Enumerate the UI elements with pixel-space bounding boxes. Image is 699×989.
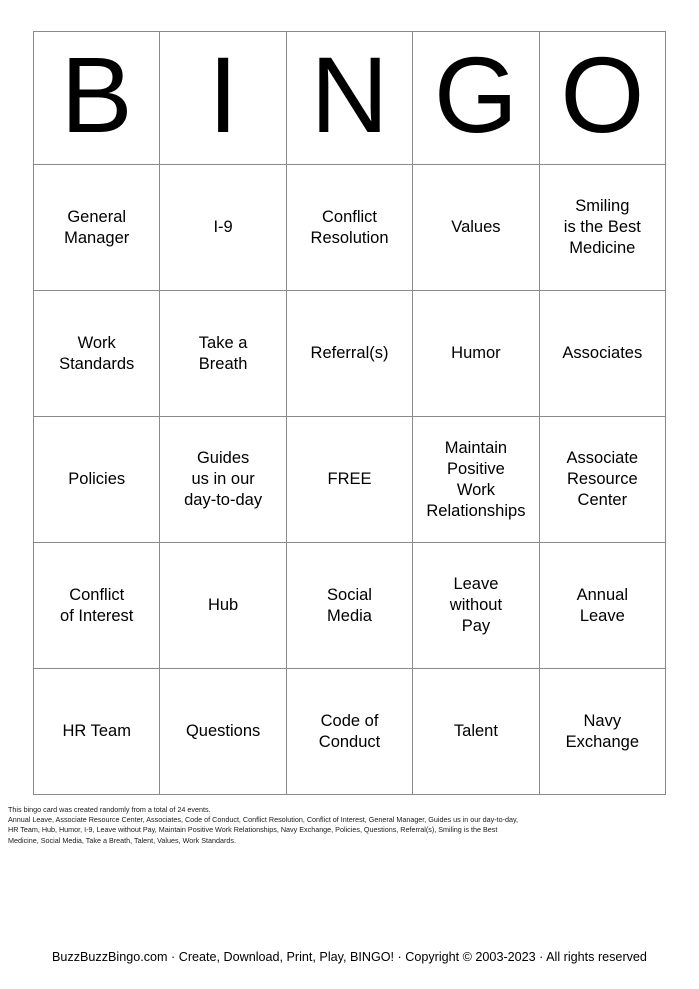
bingo-cell-free-space[interactable] — [287, 417, 413, 543]
bingo-cell-o3[interactable] — [540, 417, 666, 543]
bingo-cell-label: HR Team — [62, 722, 131, 740]
bingo-cell-label: General Manager — [64, 207, 130, 247]
bingo-cell-i5[interactable] — [160, 669, 286, 795]
bingo-row-3 — [34, 417, 666, 543]
bingo-cell-b1[interactable] — [34, 165, 160, 291]
bingo-cell-label: Questions — [185, 722, 261, 740]
bingo-cell-o1[interactable] — [540, 165, 666, 291]
bingo-cell-label: Talent — [453, 722, 498, 740]
bingo-cell-label: Navy Exchange — [565, 711, 640, 751]
fine-print-line-2: Annual Leave, Associate Resource Center, Associates, Code of Conduct, Conflict Resolution, Conflict of Interest, General Manager, Guides us in our day-to-day, — [8, 815, 519, 825]
bingo-cell-label: Hub — [207, 596, 239, 614]
bingo-cell-b3[interactable] — [34, 417, 160, 543]
bingo-cell-label: I-9 — [213, 218, 233, 236]
bingo-cell-n1[interactable] — [287, 165, 413, 291]
bingo-cell-label: Social Media — [327, 585, 372, 625]
bingo-cell-n4[interactable] — [287, 543, 413, 669]
fine-print — [8, 805, 692, 846]
bingo-cell-b5[interactable] — [34, 669, 160, 795]
bingo-cell-o2[interactable] — [540, 291, 666, 417]
bingo-cell-g5[interactable] — [413, 669, 539, 795]
bingo-row-4 — [34, 543, 666, 669]
bingo-cell-i4[interactable] — [160, 543, 286, 669]
bingo-cell-label: Leave without Pay — [449, 575, 503, 635]
bingo-cell-label: Values — [451, 218, 501, 236]
fine-print-line-4: Medicine, Social Media, Take a Breath, Talent, Values, Work Standards. — [8, 835, 236, 845]
bingo-card — [33, 31, 666, 795]
footer-credit: BuzzBuzzBingo.com · Create, Download, Print, Play, BINGO! · Copyright © 2003-2023 · All rights reserved — [52, 950, 647, 964]
bingo-cell-i1[interactable] — [160, 165, 286, 291]
bingo-cell-g2[interactable] — [413, 291, 539, 417]
bingo-cell-label: Conflict of Interest — [60, 585, 134, 625]
bingo-cell-g3[interactable] — [413, 417, 539, 543]
fine-print-line-3: HR Team, Hub, Humor, I-9, Leave without Pay, Maintain Positive Work Relationships, Navy Exchange, Policies, Questions, Referral(s), Smiling is the Best — [8, 825, 498, 835]
bingo-cell-label: Annual Leave — [576, 585, 629, 625]
bingo-cell-i2[interactable] — [160, 291, 286, 417]
bingo-cell-label: Referral(s) — [310, 344, 389, 362]
bingo-header-letter-i: I — [160, 32, 286, 165]
bingo-cell-g1[interactable] — [413, 165, 539, 291]
bingo-cell-n5[interactable] — [287, 669, 413, 795]
bingo-cell-o4[interactable] — [540, 543, 666, 669]
bingo-cell-label: Policies — [68, 470, 126, 488]
bingo-cell-label: Work Standards — [59, 333, 135, 373]
fine-print-line-1: This bingo card was created randomly from a total of 24 events. — [8, 805, 211, 814]
bingo-header-row — [34, 32, 666, 165]
bingo-cell-label: Conflict Resolution — [310, 207, 389, 247]
bingo-cell-label: FREE — [327, 470, 372, 488]
bingo-cell-b4[interactable] — [34, 543, 160, 669]
bingo-cell-label: Maintain Positive Work Relationships — [426, 438, 526, 520]
bingo-cell-label: Take a Breath — [198, 333, 248, 373]
bingo-cell-label: Humor — [451, 344, 501, 362]
bingo-cell-label: Associate Resource Center — [566, 449, 639, 509]
bingo-cell-label: Code of Conduct — [318, 711, 381, 751]
bingo-header-letter-g: G — [413, 32, 539, 165]
bingo-cell-label: Associates — [562, 344, 643, 362]
bingo-cell-label: Guides us in our day-to-day — [184, 449, 263, 509]
bingo-row-1 — [34, 165, 666, 291]
bingo-cell-b2[interactable] — [34, 291, 160, 417]
bingo-header-letter-o: O — [540, 32, 666, 165]
bingo-header-letter-b: B — [34, 32, 160, 165]
bingo-cell-g4[interactable] — [413, 543, 539, 669]
bingo-cell-o5[interactable] — [540, 669, 666, 795]
bingo-cell-n2[interactable] — [287, 291, 413, 417]
bingo-cell-i3[interactable] — [160, 417, 286, 543]
bingo-row-5 — [34, 669, 666, 795]
bingo-header-letter-n: N — [287, 32, 413, 165]
bingo-row-2 — [34, 291, 666, 417]
bingo-cell-label: Smiling is the Best Medicine — [563, 197, 641, 257]
